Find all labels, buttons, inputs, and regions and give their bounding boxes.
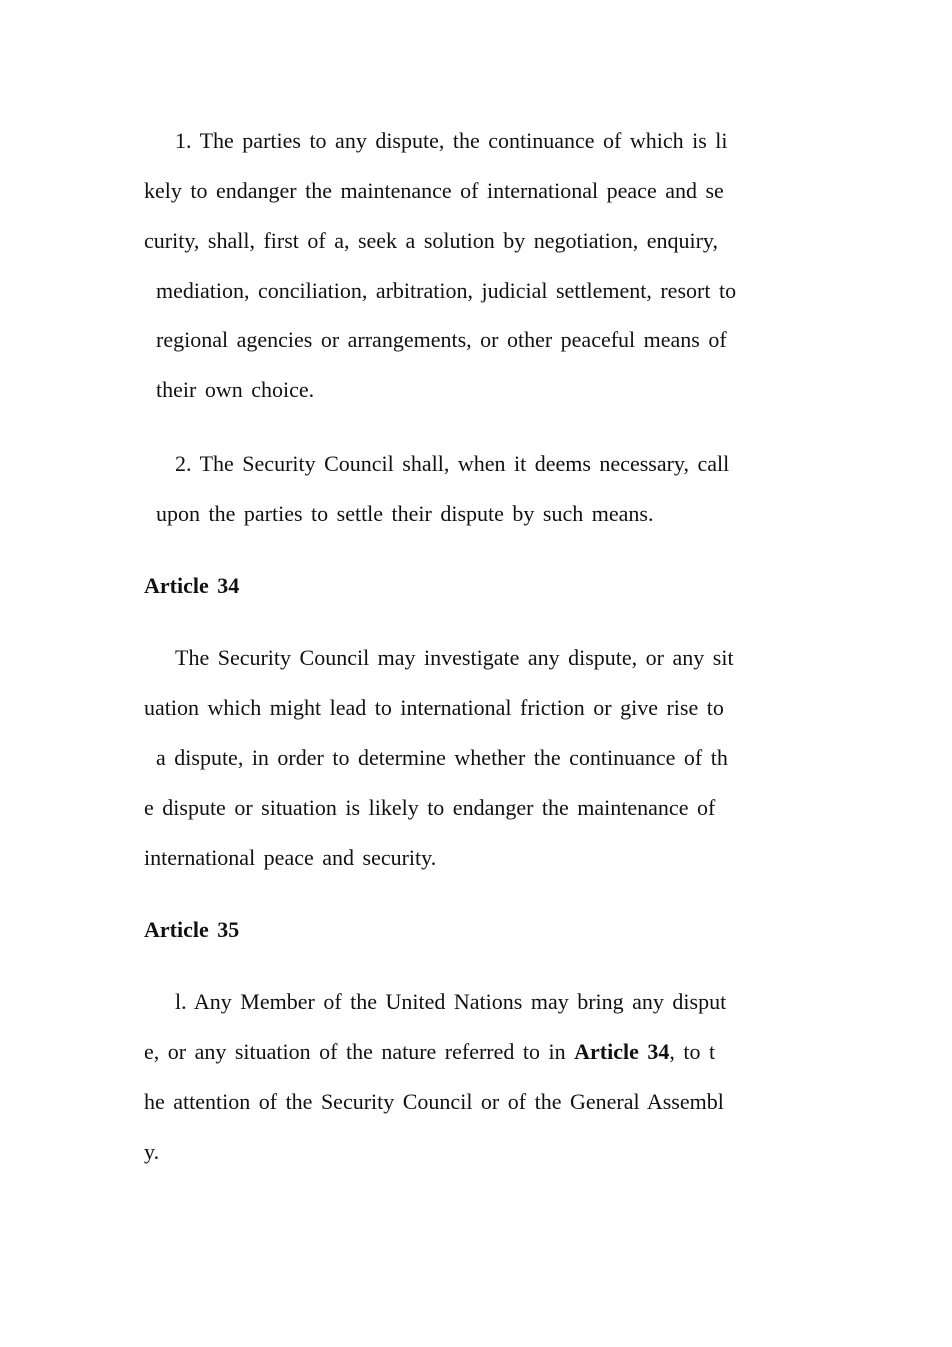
para1-line-1: 1. The parties to any dispute, the continuance of which is li [175, 128, 728, 153]
article34-line-5: international peace and security. [144, 845, 437, 870]
para2-line-2: upon the parties to settle their dispute by such means. [156, 501, 654, 526]
article35-line-2-tail: , to t [669, 1039, 716, 1064]
article35-line-3: he attention of the Security Council or of the General Assembl [144, 1089, 724, 1114]
article35-line-2 [144, 1038, 715, 1066]
article-34-reference: Article 34 [574, 1039, 670, 1064]
para1-line-6: their own choice. [156, 377, 315, 402]
para1-line-3: curity, shall, first of a, seek a solution by negotiation, enquiry, [144, 228, 718, 253]
para1-line-4: mediation, conciliation, arbitration, judicial settlement, resort to [156, 278, 737, 303]
article-35-heading: Article 35 [144, 917, 240, 942]
article35-line-2-text: e, or any situation of the nature referred to in [144, 1039, 575, 1064]
article-34-heading: Article 34 [144, 573, 240, 598]
para2-line-1: 2. The Security Council shall, when it deems necessary, call [175, 451, 730, 476]
article35-line-1: l. Any Member of the United Nations may bring any disput [175, 989, 727, 1014]
article34-line-2: uation which might lead to international friction or give rise to [144, 695, 724, 720]
article35-line-4: y. [144, 1139, 160, 1164]
para1-line-5: regional agencies or arrangements, or other peaceful means of [156, 327, 727, 352]
article34-line-3: a dispute, in order to determine whether the continuance of th [156, 745, 728, 770]
para1-line-2: kely to endanger the maintenance of international peace and se [144, 178, 724, 203]
article34-line-4: e dispute or situation is likely to endanger the maintenance of [144, 795, 716, 820]
article34-line-1: The Security Council may investigate any dispute, or any sit [175, 645, 734, 670]
